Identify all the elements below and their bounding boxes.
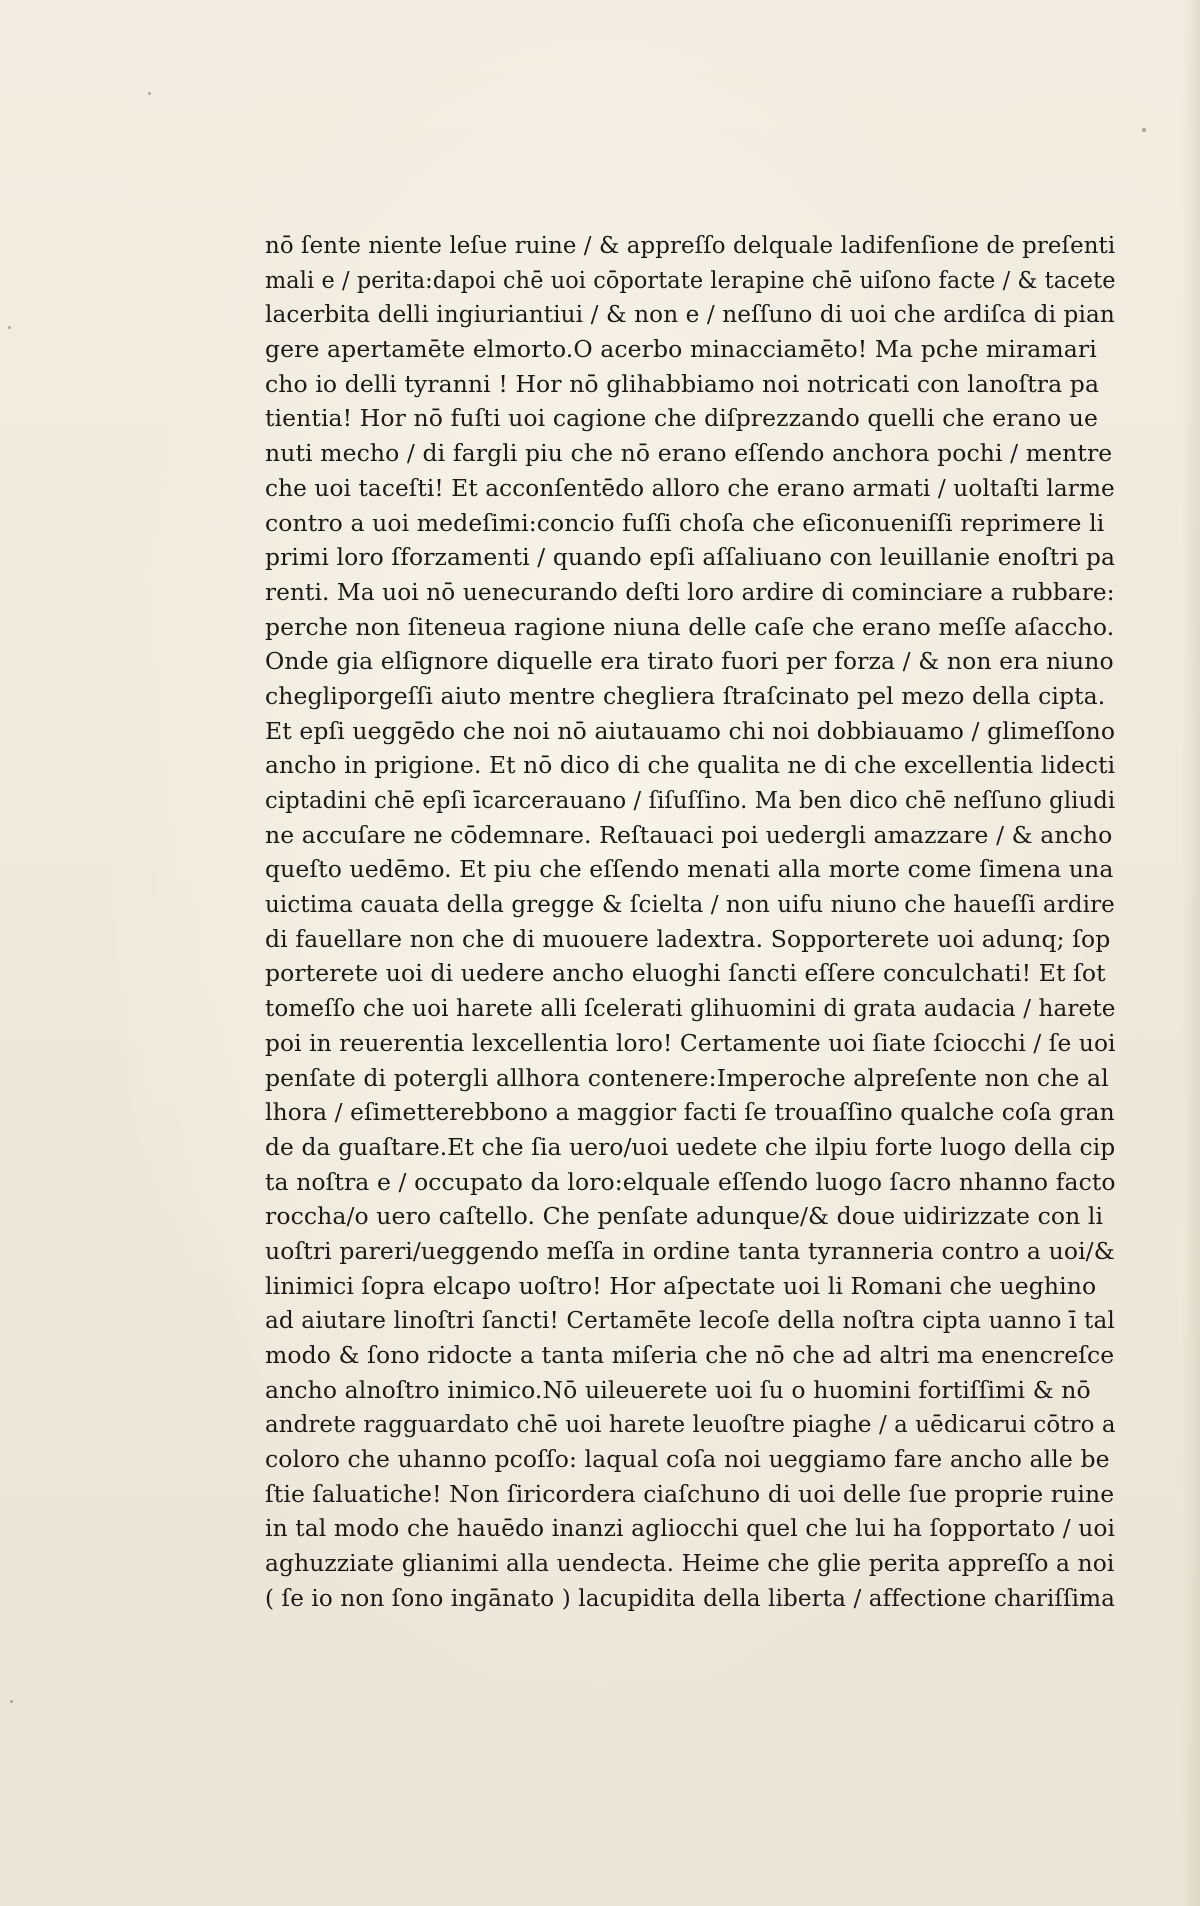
text-block <box>265 228 1115 1616</box>
text-line: di fauellare non che di muouere ladextra. Sopporterete uoi adunq; ſop <box>265 924 1111 953</box>
text-line: de da guaſtare.Et che ſia uero/uoi uedete che ilpiu forte luogo della cip <box>265 1132 1116 1161</box>
text-line: Onde gia elſignore diquelle era tirato fuori per forza / & non era niuno <box>265 647 1114 676</box>
text-line: uictima cauata della gregge & ſcielta / non uifu niuno che haueſſi ardire <box>265 890 1115 919</box>
text-line: ancho in prigione. Et nō dico di che qualita ne di che excellentia lidecti <box>265 751 1116 780</box>
text-line: ad aiutare linoſtri ſancti! Certamēte lecoſe della noſtra cipta uanno ī tal <box>265 1306 1115 1335</box>
page-edge-shadow <box>1182 0 1200 1906</box>
text-line: modo & ſono ridocte a tanta miſeria che nō che ad altri ma enencreſce <box>265 1341 1115 1369</box>
text-line: ne accuſare ne cōdemnare. Reſtauaci poi uedergli amazzare / & ancho <box>265 820 1113 849</box>
text-line: in tal modo che hauēdo inanzi agliocchi quel che lui ha ſopportato / uoi <box>265 1514 1116 1543</box>
text-line: linimici ſopra elcapo uoſtro! Hor aſpectate uoi li Romani che ueghino <box>265 1271 1097 1300</box>
text-line: tientia! Hor nō fuſti uoi cagione che diſprezzando quelli che erano ue <box>265 404 1099 433</box>
text-line: nō ſente niente leſue ruine / & appreſſo delquale ladifenſione de preſenti <box>265 231 1116 259</box>
text-line: chegliporgeſſi aiuto mentre chegliera ſtraſcinato pel mezo della cipta. <box>265 681 1106 710</box>
text-line: tomeſſo che uoi harete alli ſcelerati glihuomini di grata audacia / harete <box>265 994 1116 1023</box>
text-line: gere apertamēte elmorto.O acerbo minacciamēto! Ma pche miramari <box>265 335 1097 364</box>
text-line: penſate di potergli allhora contenere:Imperoche alpreſente non che al <box>265 1063 1109 1092</box>
text-line: queſto uedēmo. Et piu che eſſendo menati alla morte come ſimena una <box>265 855 1114 884</box>
text-line: poi in reuerentia lexcellentia loro! Certamente uoi ſiate ſciocchi / ſe uoi <box>265 1028 1116 1057</box>
text-line: ciptadini chē epſi īcarcerauano / ſiſuſſino. Ma ben dico chē neſſuno gliudi <box>265 786 1116 814</box>
ink-speck <box>148 92 151 95</box>
ink-speck <box>1142 128 1146 132</box>
text-line: Et epſi ueggēdo che noi nō aiutauamo chi noi dobbiauamo / glimeſſono <box>265 716 1116 745</box>
text-line: nuti mecho / di fargli piu che nō erano eſſendo anchora pochi / mentre <box>265 439 1113 468</box>
text-line: che uoi taceſti! Et acconſentēdo alloro che erano armati / uoltaſti larme <box>265 473 1115 502</box>
ink-speck <box>10 1700 13 1703</box>
text-line: ancho alnoſtro inimico.Nō uileuerete uoi ſu o huomini fortiſſimi & nō <box>265 1375 1091 1404</box>
text-line: lhora / eſimetterebbono a maggior facti ſe trouaſſino qualche coſa gran <box>265 1098 1115 1127</box>
text-line: lacerbita delli ingiuriantiui / & non e / neſſuno di uoi che ardiſca di pian <box>265 300 1115 329</box>
text-line: contro a uoi medeſimi:concio fuſſi choſa che eſiconueniſſi reprimere li <box>265 508 1105 537</box>
text-line: cho io delli tyranni ! Hor nō glihabbiamo noi notricati con lanoſtra pa <box>265 369 1100 398</box>
text-line: renti. Ma uoi nō uenecurando deſti loro ardire di cominciare a rubbare: <box>265 577 1115 606</box>
text-line: roccha/o uero caſtello. Che penſate adunque/& doue uidirizzate con li <box>265 1202 1104 1231</box>
ink-speck <box>8 326 11 329</box>
text-line: aghuzziate glianimi alla uendecta. Heime che glie perita appreſſo a noi <box>265 1549 1115 1578</box>
text-line: ſtie ſaluatiche! Non ſiricordera ciaſchuno di uoi delle ſue proprie ruine <box>265 1479 1115 1508</box>
text-line: ta noſtra e / occupato da loro:elquale eſſendo luogo ſacro nhanno facto <box>265 1167 1116 1196</box>
text-line: mali e / perita:dapoi chē uoi cōportate lerapine chē uiſono facte / & tacete <box>265 265 1116 294</box>
text-line: coloro che uhanno pcoſſo: laqual coſa noi ueggiamo fare ancho alle be <box>265 1445 1110 1474</box>
text-line: andrete ragguardato chē uoi harete leuoſtre piaghe / a uēdicarui cōtro a <box>265 1410 1116 1439</box>
text-line: ( ſe io non ſono ingānato ) lacupidita della liberta / affectione chariſſima <box>265 1583 1116 1612</box>
text-line: porterete uoi di uedere ancho eluoghi ſancti eſſere conculchati! Et ſot <box>265 959 1106 988</box>
text-line: uoſtri pareri/ueggendo meſſa in ordine tanta tyranneria contro a uoi/& <box>265 1236 1115 1265</box>
text-line: perche non ſiteneua ragione niuna delle caſe che erano meſſe aſaccho. <box>265 612 1115 641</box>
text-line: primi loro ſforzamenti / quando epſi aſſaliuano con leuillanie enoſtri pa <box>265 543 1116 572</box>
